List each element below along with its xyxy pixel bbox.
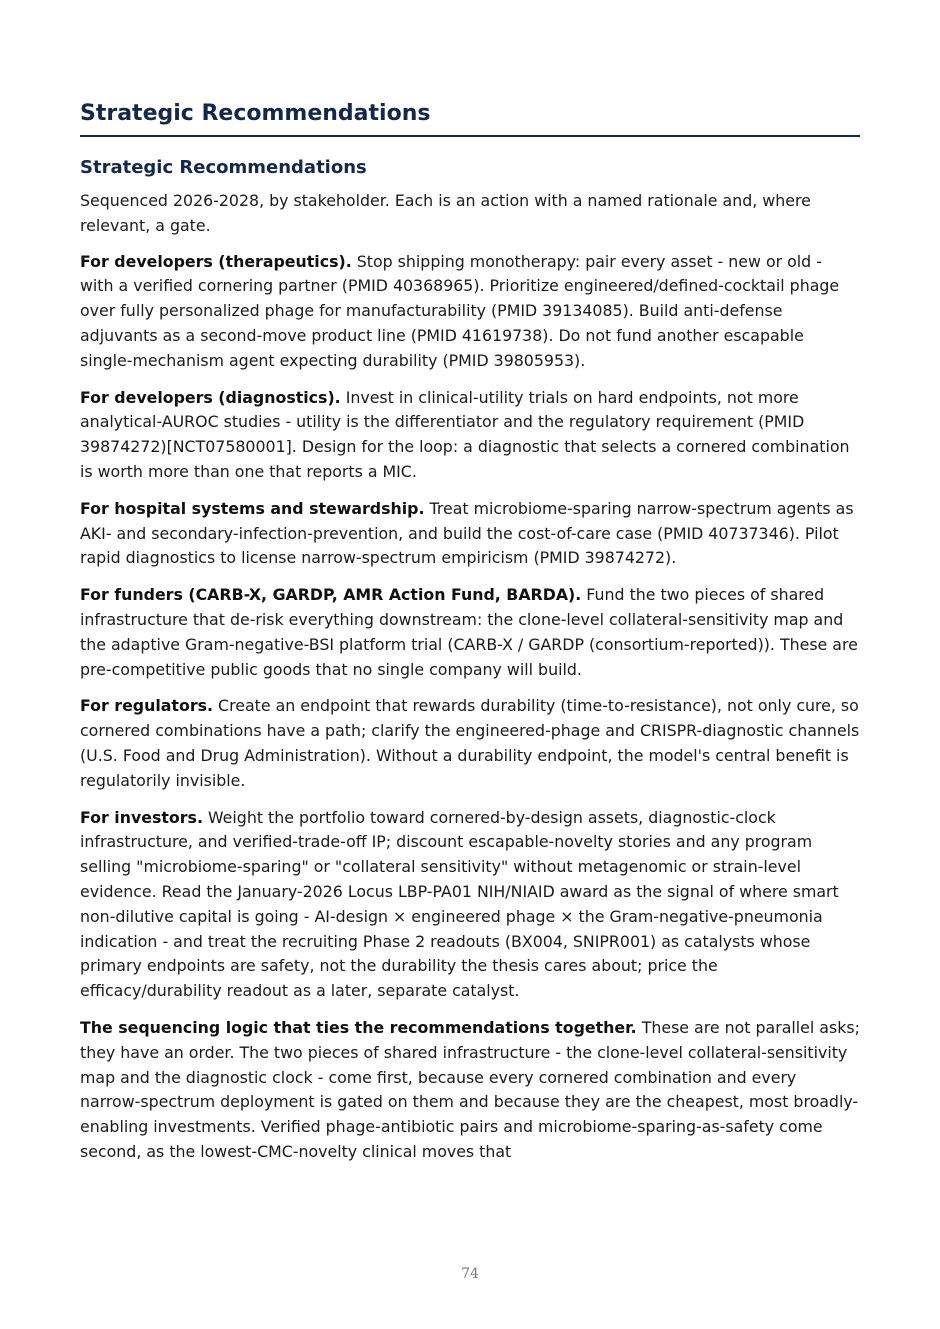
subsection-title: Strategic Recommendations xyxy=(80,157,367,178)
paragraph-lead: For investors. xyxy=(80,807,203,827)
paragraph-lead: For regulators. xyxy=(80,696,214,716)
paragraph-text: Create an endpoint that rewards durability (time-to-resistance), not only cure, so cornered combinations have a path; clarify the engineered-phage and CRISPR-diagnostic channels (U.S. Food and Drug Administration). Without a durability endpoint, the model's central benefit is regulatorily invisible. xyxy=(80,696,860,790)
paragraph-text: Stop shipping monotherapy: pair every asset - new or old - with a verified cornering partner (PMID 40368965). Prioritize engineered/defined-cocktail phage over fully personalized phage for manufacturability (PMID 39134085). Build anti-defense adjuvants as a second-move product line (PMID 41619738). Do not fund another escapable single-mechanism agent expecting durability (PMID 39805953). xyxy=(80,251,840,370)
paragraph-lead: The sequencing logic that ties the recommendations together. xyxy=(80,1017,637,1037)
recommendation-paragraph xyxy=(80,250,860,374)
paragraph-lead: For developers (therapeutics). xyxy=(80,251,352,271)
recommendation-paragraph xyxy=(80,386,860,485)
recommendation-paragraph xyxy=(80,694,860,793)
recommendation-paragraph xyxy=(80,806,860,1004)
intro-paragraph: Sequenced 2026-2028, by stakeholder. Each is an action with a named rationale and, where relevant, a gate. xyxy=(80,191,811,235)
section-title: Strategic Recommendations xyxy=(80,101,431,126)
page-number: 74 xyxy=(461,1266,479,1282)
paragraph-text: These are not parallel asks; they have an order. The two pieces of shared infrastructure - the clone-level collateral-sensitivity map and the diagnostic clock - come first, because every cornered combination and every narrow-spectrum deployment is gated on them and because they are the cheapest, most broadly-enabling investments. Verified phage-antibiotic pairs and microbiome-sparing-as-safety come second, as the lowest-CMC-novelty clinical moves that xyxy=(80,1017,860,1161)
paragraph-text: Invest in clinical-utility trials on hard endpoints, not more analytical-AUROC studies - utility is the differentiator and the regulatory requirement (PMID 39874272)[NCT07580001]. Design for the loop: a diagnostic that selects a cornered combination is worth more than one that reports a MIC. xyxy=(80,387,850,481)
paragraph-lead: For developers (diagnostics). xyxy=(80,387,341,407)
paragraph-lead: For funders (CARB-X, GARDP, AMR Action Fund, BARDA). xyxy=(80,585,582,605)
title-divider xyxy=(80,135,860,137)
recommendation-paragraph xyxy=(80,583,860,682)
recommendation-paragraph xyxy=(80,497,860,571)
paragraph-lead: For hospital systems and stewardship. xyxy=(80,498,425,518)
paragraph-text: Fund the two pieces of shared infrastructure that de-risk everything downstream: the clone-level collateral-sensitivity map and the adaptive Gram-negative-BSI platform trial (CARB-X / GARDP (consortium-reported)). These are pre-competitive public goods that no single company will build. xyxy=(80,585,858,679)
body-text xyxy=(80,189,860,1177)
recommendation-paragraph xyxy=(80,1016,860,1165)
paragraph-text: Treat microbiome-sparing narrow-spectrum agents as AKI- and secondary-infection-prevention, and build the cost-of-care case (PMID 40737346). Pilot rapid diagnostics to license narrow-spectrum empiricism (PMID 39874272). xyxy=(80,498,854,568)
paragraph-text: Weight the portfolio toward cornered-by-design assets, diagnostic-clock infrastructure, and verified-trade-off IP; discount escapable-novelty stories and any program selling "microbiome-sparing" or "collateral sensitivity" without metagenomic or strain-level evidence. Read the January-2026 Locus LBP-PA01 NIH/NIAID award as the signal of where smart non-dilutive capital is going - AI-design × engineered phage × the Gram-negative-pneumonia indication - and treat the recruiting Phase 2 readouts (BX004, SNIPR001) as catalysts whose primary endpoints are safety, not the durability the thesis cares about; price the efficacy/durability readout as a later, separate catalyst. xyxy=(80,807,839,1001)
